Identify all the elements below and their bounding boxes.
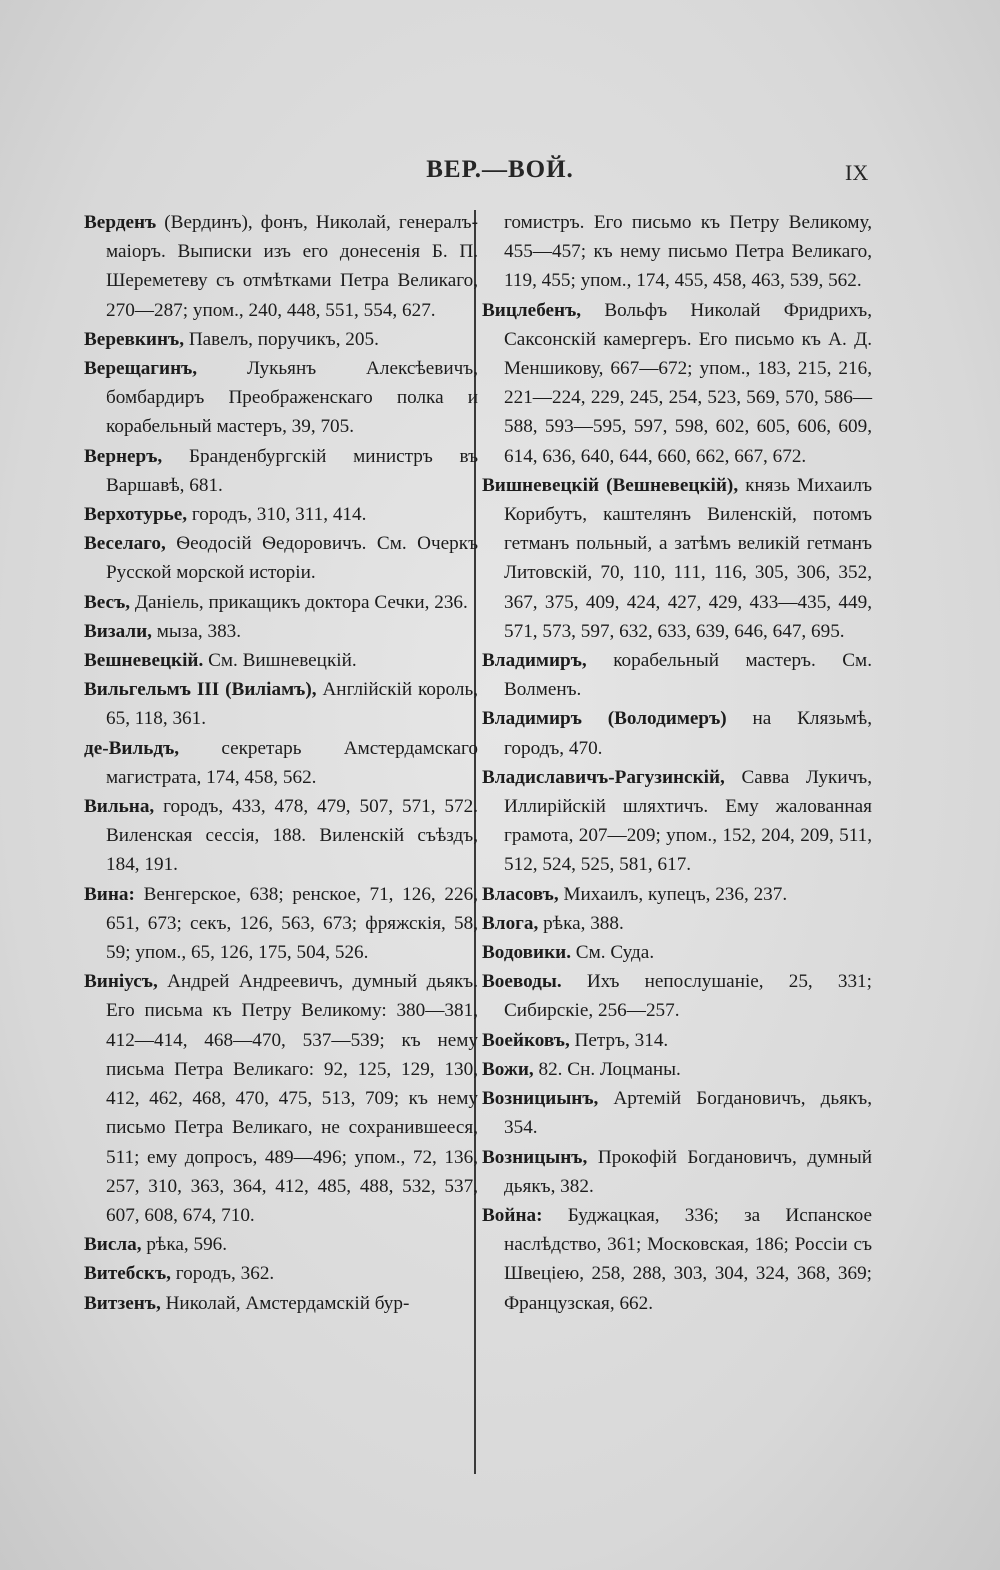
index-entry [482,1055,872,1084]
entry-headword: Вицлебенъ, [482,299,582,321]
entry-headword: Верещагинъ, [84,358,198,380]
index-entry [482,909,872,938]
index-entry [482,1201,872,1318]
index-entry [84,1259,478,1288]
index-entry [482,880,872,909]
entry-headword: Визали, [84,620,152,642]
entry-text: Прокофій Богдановичъ, думный дьякъ, 382. [504,1146,872,1197]
entry-text: Венгерское, 638; ренское, 71, 126, 226, 651, 673; секъ, 126, 563, 673; фряжскія, 58, 59; упом., 65, 126, 175, 504, 526. [106,883,478,964]
entry-headword: Влога, [482,912,539,934]
entry-text: Даніель, прикащикъ доктора Сечки, 236. [130,591,468,613]
entry-text: Лукьянъ Алексѣевичъ, бомбардиръ Преображенскаго полка и корабельный мастеръ, 39, 705. [106,358,478,438]
entry-headword: Власовъ, [482,883,559,905]
entry-text: мыза, 383. [151,620,242,642]
entry-text: Англійскій король, 65, 118, 361. [106,679,478,730]
index-entry [84,792,478,880]
entry-headword: Витзенъ, [84,1292,161,1314]
entry-headword: Владиславичъ-Рагузинскій, [482,766,725,788]
index-entry [482,471,872,646]
index-entry [84,588,478,617]
index-entry [84,880,478,968]
index-entry [84,675,478,733]
index-entry [84,967,478,1230]
entry-text: городъ, 362. [170,1263,275,1285]
entry-text: Петръ, 314. [569,1029,669,1051]
entry-text: Михаилъ, купецъ, 236, 237. [558,883,788,905]
entry-text: Ѳеодосій Ѳедоровичъ. См. Очеркъ Русской морской исторіи. [106,533,478,584]
index-entry [482,646,872,704]
index-entry [84,617,478,646]
entry-headword: Весъ, [84,591,131,613]
entry-headword: Воейковъ, [482,1029,570,1051]
entry-headword: Вильгельмъ III (Виліамъ), [84,679,317,701]
entry-text: городъ, 433, 478, 479, 507, 571, 572. Виленская сессія, 188. Виленскій съѣздъ, 184, 191. [106,796,478,876]
entry-text: Андрей Андреевичъ, думный дьякъ. Его письма къ Петру Великому: 380—381, 412—414, 468—470, 537—539; къ нему письма Петра Великаго: 92, 125, 129, 130, 412, 462, 468, 470, 475, 513, 709; къ нему письмо Петра Великаго, не сохранившееся, 511; ему допросъ, 489—496; упом., 72, 136, 257, 310, 363, 364, 412, 485, 488, 532, 537, 607, 608, 674, 710. [106,971,478,1226]
entry-headword: Воеводы. [482,971,562,993]
index-entry [482,296,872,471]
entry-headword: де-Вильдъ, [84,737,180,759]
entry-headword: Водовики. [482,942,571,964]
index-entry [84,1230,478,1259]
entry-text: секретарь Амстердамскаго магистрата, 174, 458, 562. [106,737,478,788]
entry-headword: Веселаго, [84,533,166,555]
entry-text: Вольфъ Николай Фридрихъ, Саксонскій камергеръ. Его письмо къ А. Д. Меншикову, 667—672; упом., 183, 215, 216, 221—224, 229, 245, 254, 523, 569, 570, 586—588, 593—595, 597, 598, 602, 605, 606, 609, 614, 636, 640, 644, 660, 662, 667, 672. [504,299,872,467]
running-head: ВЕР.—ВОЙ. [426,156,574,183]
entry-text: городъ, 310, 311, 414. [187,504,367,526]
entry-headword: Вознициынъ, [482,1088,599,1110]
entry-text: на Клязьмѣ, городъ, 470. [504,708,872,759]
entry-text: корабельный мастеръ. См. Волменъ. [504,650,872,701]
entry-text: рѣка, 388. [538,912,624,934]
entry-headword: Висла, [84,1234,142,1256]
index-entry [482,763,872,880]
entry-text: гомистръ. Его письмо къ Петру Великому, 455—457; къ нему письмо Петра Великаго, 119, 455; упом., 174, 455, 458, 463, 539, 562. [504,212,872,292]
entry-text: Артемій Богдановичъ, дьякъ, 354. [504,1088,872,1139]
entry-headword: Веревкинъ, [84,328,185,350]
entry-headword: Верденъ [84,212,157,233]
index-entry [84,734,478,792]
index-entry [84,325,478,354]
index-entry [482,1084,872,1142]
entry-text: (Вердинъ), фонъ, Николай, генералъ-маіоръ. Выписки изъ его донесенія Б. П. Шереметеву съ отмѣтками Петра Великаго, 270—287; упом., 240, 448, 551, 554, 627. [106,212,478,321]
entry-headword: Вишневецкій (Вешневецкій), [482,474,739,496]
entry-headword: Верхотурье, [84,504,188,526]
index-entry [84,500,478,529]
entry-text: рѣка, 596. [141,1234,228,1256]
index-entry [482,1143,872,1201]
entry-headword: Вина: [84,883,135,905]
entry-text: Николай, Амстердамскій бур- [160,1292,410,1314]
entry-text: Савва Лукичъ, Иллирійскій шляхтичъ. Ему жалованная грамота, 207—209; упом., 152, 204, 209, 511, 512, 524, 525, 581, 617. [504,766,872,876]
entry-headword: Витебскъ, [84,1263,171,1285]
entry-text: См. Суда. [571,942,655,964]
index-entry [482,967,872,1025]
index-entry [84,442,478,500]
index-entry [84,354,478,442]
entry-headword: Вильна, [84,796,155,818]
index-entry [482,704,872,762]
index-entry [482,208,872,296]
page-number: IX [845,160,869,185]
entry-text: князь Михаилъ Корибутъ, каштелянъ Виленскій, потомъ гетманъ польный, а затѣмъ великій гетманъ Литовскій, 70, 110, 111, 116, 305, 306, 352, 367, 375, 409, 424, 427, 429, 433—435, 449, 571, 573, 597, 632, 633, 639, 646, 647, 695. [504,474,872,642]
entry-headword: Владимиръ, [482,650,587,672]
entry-text: См. Вишневецкій. [203,650,357,672]
entry-headword: Вешневецкій. [84,650,204,672]
right-column [482,208,872,1318]
entry-headword: Владимиръ (Володимеръ) [482,708,727,730]
index-entry [84,529,478,587]
index-entry [84,646,478,675]
entry-text: Павелъ, поручикъ, 205. [184,328,379,350]
entry-text: Ихъ непослушаніе, 25, 331; Сибирскіе, 256—257. [504,971,872,1022]
entry-headword: Война: [482,1204,543,1226]
entry-headword: Возницынъ, [482,1146,588,1168]
entry-headword: Вожи, [482,1058,534,1080]
entry-text: Буджацкая, 336; за Испанское наслѣдство, 361; Московская, 186; Россіи съ Швеціею, 258, 288, 303, 304, 324, 368, 369; Французская, 662. [504,1204,872,1314]
index-entry [84,1289,478,1318]
index-entry [84,208,478,325]
entry-text: 82. Сн. Лоцманы. [533,1058,681,1080]
index-entry [482,1026,872,1055]
index-entry [482,938,872,967]
left-column [84,208,478,1318]
entry-headword: Вернеръ, [84,445,163,467]
entry-text: Бранденбургскій министръ въ Варшавѣ, 681. [106,445,478,496]
entry-headword: Виніусъ, [84,971,158,993]
